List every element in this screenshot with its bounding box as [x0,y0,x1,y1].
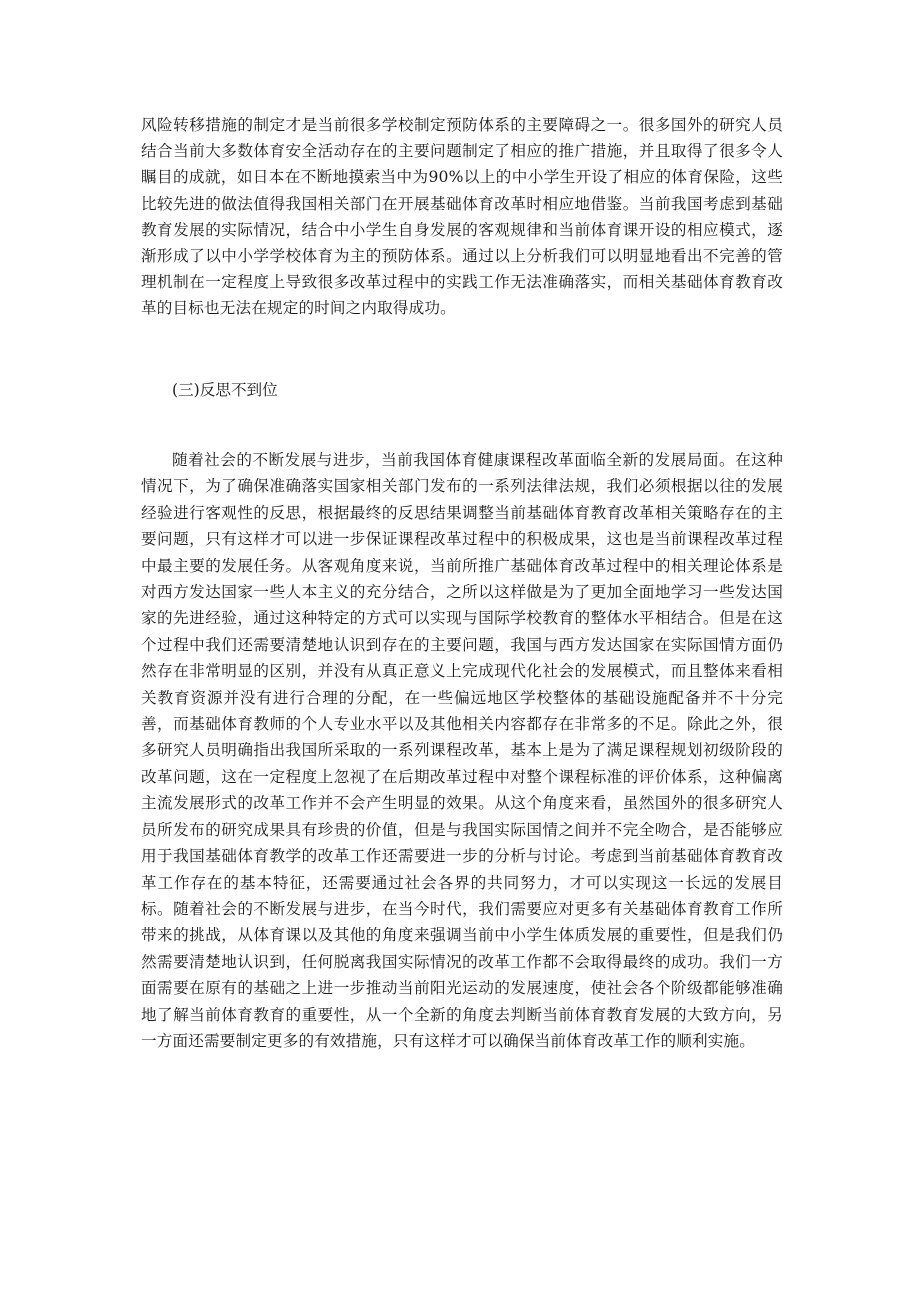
body-paragraph-1: 风险转移措施的制定才是当前很多学校制定预防体系的主要障碍之一。很多国外的研究人员结合当前大多数体育安全活动存在的主要问题制定了相应的推广措施，并且取得了很多令人瞩目的成就，如日本在不断地摸索当中为90%以上的中小学生开设了相应的体育保险，这些比较先进的做法值得我国相关部门在开展基础体育改革时相应地借鉴。当前我国考虑到基础教育发展的实际情况，结合中小学生自身发展的客观规律和当前体育课开设的相应模式，逐渐形成了以中小学学校体育为主的预防体系。通过以上分析我们可以明显地看出不完善的管理机制在一定程度上导致很多改革过程中的实践工作无法准确落实，而相关基础体育教育改革的目标也无法在规定的时间之内取得成功。 [141,116,783,318]
section-heading: (三)反思不到位 [172,381,278,399]
body-paragraph-2: 随着社会的不断发展与进步，当前我国体育健康课程改革面临全新的发展局面。在这种情况下，为了确保准确落实国家相关部门发布的一系列法律法规，我们必须根据以往的发展经验进行客观性的反思，根据最终的反思结果调整当前基础体育教育改革相关策略存在的主要问题，只有这样才可以进一步保证课程改革过程中的积极成果，这也是当前课程改革过程中最主要的发展任务。从客观角度来说，当前所推广基础体育改革过程中的相关理论体系是对西方发达国家一些人本主义的充分结合，之所以这样做是为了更加全面地学习一些发达国家的先进经验，通过这种特定的方式可以实现与国际学校教育的整体水平相结合。但是在这个过程中我们还需要清楚地认识到存在的主要问题，我国与西方发达国家在实际国情方面仍然存在非常明显的区别，并没有从真正意义上完成现代化社会的发展模式，而且整体来看相关教育资源并没有进行合理的分配，在一些偏远地区学校整体的基础设施配备并不十分完善，而基础体育教师的个人专业水平以及其他相关内容都存在非常多的不足。除此之外，很多研究人员明确指出我国所采取的一系列课程改革，基本上是为了满足课程规划初级阶段的改革问题，这在一定程度上忽视了在后期改革过程中对整个课程标准的评价体系，这种偏离主流发展形式的改革工作并不会产生明显的效果。从这个角度来看，虽然国外的很多研究人员所发布的研究成果具有珍贵的价值，但是与我国实际国情之间并不完全吻合，是否能够应用于我国基础体育教学的改革工作还需要进一步的分析与讨论。考虑到当前基础体育教育改革工作存在的基本特征，还需要通过社会各界的共同努力，才可以实现这一长远的发展目标。随着社会的不断发展与进步，在当今时代，我们需要应对更多有关基础体育教育工作所带来的挑战，从体育课以及其他的角度来强调当前中小学生体质发展的重要性，但是我们仍然需要清楚地认识到，任何脱离我国实际情况的改革工作都不会取得最终的成功。我们一方面需要在原有的基础之上进一步推动当前阳光运动的发展速度，使社会各个阶级都能够准确地了解当前体育教育的重要性，从一个全新的角度去判断当前体育教育发展的大致方向，另一方面还需要制定更多的有效措施，只有这样才可以确保当前体育改革工作的顺利实施。 [141,451,783,1050]
